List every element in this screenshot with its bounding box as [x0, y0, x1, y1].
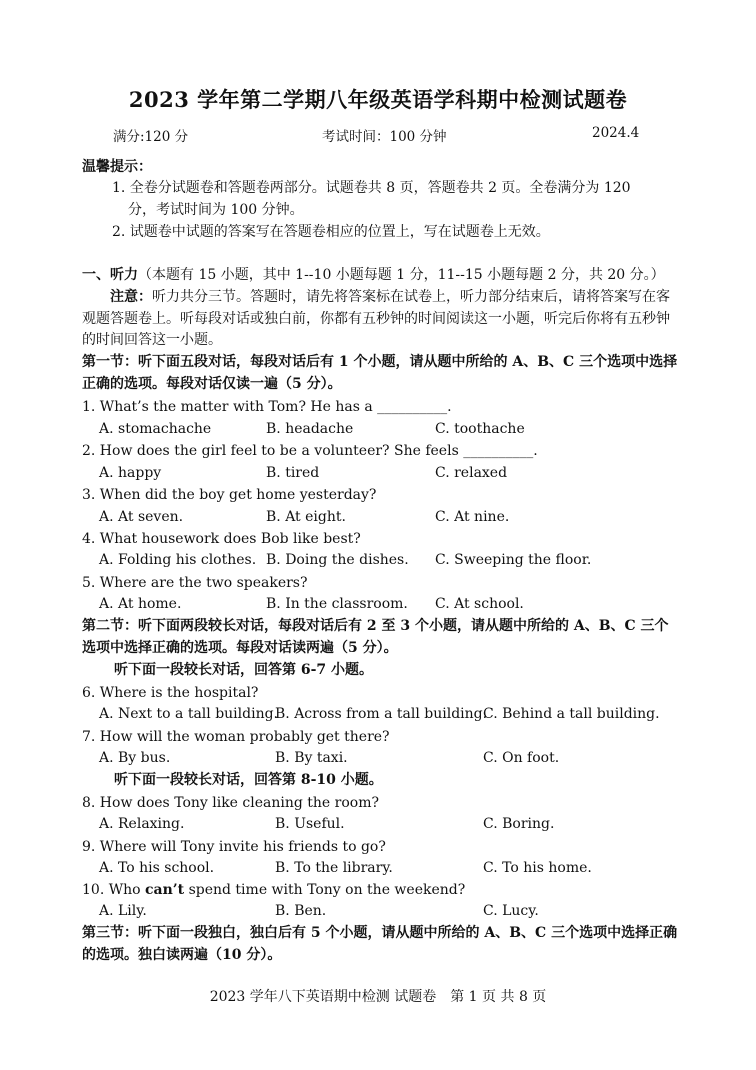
q8-option-b: B. Useful.	[275, 816, 345, 832]
dialog-6-7-note: 听下面一段较长对话，回答第 6-7 小题。	[114, 662, 374, 678]
q1-option-b: B. headache	[266, 421, 354, 437]
dialog-8-10-note: 听下面一段较长对话，回答第 8-10 小题。	[114, 772, 383, 788]
q1-option-c: C. toothache	[435, 421, 525, 437]
part-2-instructions: 第二节：听下面两段较长对话，每段对话后有 2 至 3 个小题，请从题中所给的 A、B、C 三个选项中选择正确的选项。每段对话读两遍（5 分）。	[82, 618, 669, 656]
question-9: 9. Where will Tony invite his friends to go?	[82, 839, 386, 855]
q10-option-c: C. Lucy.	[483, 903, 539, 919]
question-3: 3. When did the boy get home yesterday?	[82, 487, 377, 503]
tips-item-1: 1. 全卷分试题卷和答题卷两部分。试题卷共 8 页，答题卷共 2 页。全卷满分为 120	[112, 180, 631, 196]
question-2: 2. How does the girl feel to be a volunteer? She feels __________.	[82, 443, 538, 459]
q7-option-c: C. On foot.	[483, 750, 560, 766]
q7-option-a: A. By bus.	[99, 750, 171, 766]
q10-option-b: B. Ben.	[275, 903, 327, 919]
question-6: 6. Where is the hospital?	[82, 685, 259, 701]
q3-option-b: B. At eight.	[266, 509, 346, 525]
page-title: 2023 学年第二学期八年级英语学科期中检测试题卷	[128, 87, 628, 112]
q9-option-a: A. To his school.	[99, 860, 215, 876]
page-footer: 2023 学年八下英语期中检测 试题卷 第 1 页 共 8 页	[209, 989, 547, 1005]
q9-option-c: C. To his home.	[483, 860, 592, 876]
q4-option-a: A. Folding his clothes.	[99, 552, 257, 568]
q2-option-a: A. happy	[99, 465, 162, 481]
q5-option-a: A. At home.	[99, 596, 182, 612]
exam-time: 考试时间：100 分钟	[322, 129, 447, 145]
q9-option-b: B. To the library.	[275, 860, 393, 876]
question-5: 5. Where are the two speakers?	[82, 575, 308, 591]
question-1: 1. What’s the matter with Tom? He has a __________.	[82, 399, 452, 415]
question-4: 4. What housework does Bob like best?	[82, 531, 361, 547]
q5-option-b: B. In the classroom.	[266, 596, 408, 612]
q5-option-c: C. At school.	[435, 596, 524, 612]
q7-option-b: B. By taxi.	[275, 750, 348, 766]
exam-date: 2024.4	[592, 125, 640, 141]
q6-option-b: B. Across from a tall building.	[275, 706, 488, 722]
tips-item-1-cont: 分，考试时间为 100 分钟。	[128, 202, 304, 218]
q1-option-a: A. stomachache	[99, 421, 212, 437]
q2-option-b: B. tired	[266, 465, 320, 481]
q10-text-pre: 10. Who	[82, 882, 145, 898]
tips-heading: 温馨提示：	[82, 159, 152, 175]
section-listening-heading	[82, 265, 665, 287]
note-text: 听力共分三节。答题时，请先将答案标在试卷上，听力部分结束后，请将答案写在客观题答题卷上。听每段对话或独白前，你都有五秒钟的时间阅读这一小题，听完后你将有五秒钟的时间回答这一小题。	[82, 289, 670, 348]
part-1-instructions: 第一节：听下面五段对话，每段对话后有 1 个小题，请从题中所给的 A、B、C 三个选项中选择正确的选项。每段对话仅读一遍（5 分）。	[82, 354, 678, 392]
note-label: 注意：	[110, 289, 152, 305]
q8-option-a: A. Relaxing.	[99, 816, 185, 832]
q10-text-bold: can’t	[145, 882, 185, 898]
part-3-instructions: 第三节：听下面一段独白，独白后有 5 个小题，请从题中所给的 A、B、C 三个选项中选择正确的选项。独白读两遍（10 分）。	[82, 925, 678, 963]
question-10	[82, 880, 465, 902]
question-8: 8. How does Tony like cleaning the room?	[82, 795, 380, 811]
q10-option-a: A. Lily.	[99, 903, 147, 919]
section-listening-desc: （本题有 15 小题，其中 1--10 小题每题 1 分，11--15 小题每题 2 分，共 20 分。）	[138, 267, 665, 283]
q8-option-c: C. Boring.	[483, 816, 555, 832]
q3-option-c: C. At nine.	[435, 509, 510, 525]
q6-option-a: A. Next to a tall building.	[99, 706, 278, 722]
question-7: 7. How will the woman probably get there?	[82, 729, 390, 745]
section-listening-label: 一、听力	[82, 267, 138, 283]
q4-option-c: C. Sweeping the floor.	[435, 552, 592, 568]
q10-text-post: spend time with Tony on the weekend?	[184, 882, 466, 898]
q4-option-b: B. Doing the dishes.	[266, 552, 409, 568]
full-score: 满分:120 分	[113, 129, 189, 145]
q3-option-a: A. At seven.	[99, 509, 184, 525]
listening-note	[82, 287, 678, 352]
tips-item-2: 2. 试题卷中试题的答案写在答题卷相应的位置上，写在试题卷上无效。	[112, 224, 550, 240]
q6-option-c: C. Behind a tall building.	[483, 706, 660, 722]
q2-option-c: C. relaxed	[435, 465, 508, 481]
